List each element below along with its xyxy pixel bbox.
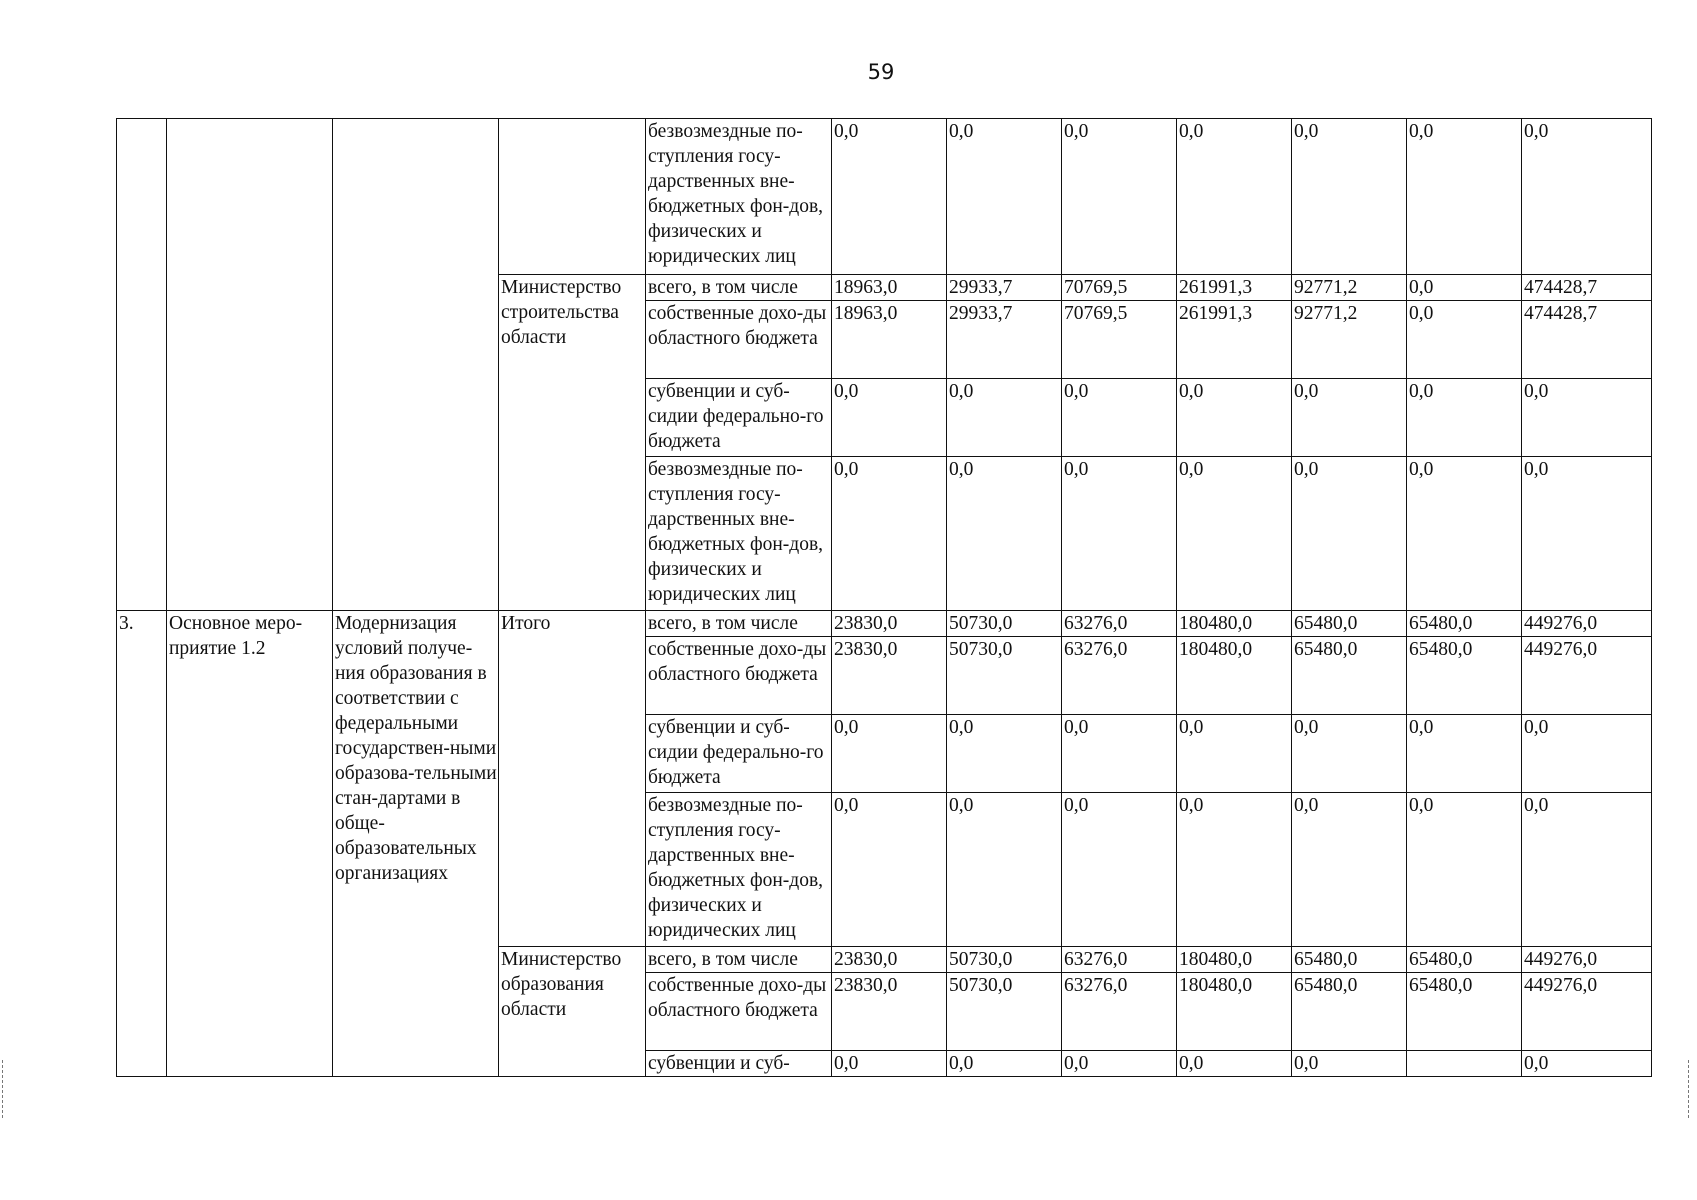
event-cell: Основное меро-приятие 1.2 [167, 611, 333, 1077]
value-cell: 50730,0 [947, 637, 1062, 715]
value-cell: 0,0 [1177, 457, 1292, 611]
value-cell: 0,0 [1292, 715, 1407, 793]
value-cell: 0,0 [832, 457, 947, 611]
funding-source-cell: субвенции и суб- [646, 1051, 832, 1077]
value-cell: 0,0 [947, 379, 1062, 457]
value-cell: 92771,2 [1292, 301, 1407, 379]
value-cell: 50730,0 [947, 973, 1062, 1051]
value-cell: 0,0 [947, 715, 1062, 793]
value-cell: 18963,0 [832, 275, 947, 301]
executor-cell: Министерство образования области [499, 947, 646, 1077]
table-row [117, 611, 1652, 637]
value-cell: 0,0 [1292, 379, 1407, 457]
value-cell: 63276,0 [1062, 947, 1177, 973]
value-cell: 29933,7 [947, 301, 1062, 379]
value-cell: 29933,7 [947, 275, 1062, 301]
value-cell: 180480,0 [1177, 947, 1292, 973]
total-cell: 449276,0 [1522, 637, 1652, 715]
value-cell: 23830,0 [832, 611, 947, 637]
value-cell: 0,0 [947, 793, 1062, 947]
budget-table [116, 118, 1652, 1077]
total-cell: 474428,7 [1522, 275, 1652, 301]
program-name-cell [333, 119, 499, 611]
value-cell: 0,0 [1062, 793, 1177, 947]
value-cell: 180480,0 [1177, 637, 1292, 715]
funding-source-cell: собственные дохо-ды областного бюджета [646, 973, 832, 1051]
value-cell: 23830,0 [832, 637, 947, 715]
total-cell: 0,0 [1522, 379, 1652, 457]
value-cell: 0,0 [1062, 119, 1177, 275]
value-cell: 261991,3 [1177, 275, 1292, 301]
scan-margin-mark [1688, 1060, 1695, 1118]
value-cell: 65480,0 [1292, 637, 1407, 715]
value-cell: 63276,0 [1062, 973, 1177, 1051]
table-row [117, 119, 1652, 275]
total-cell: 0,0 [1522, 1051, 1652, 1077]
value-cell: 65480,0 [1407, 973, 1522, 1051]
value-cell: 0,0 [832, 793, 947, 947]
executor-cell: Итого [499, 611, 646, 947]
funding-source-cell: безвозмездные по-ступления госу-дарственных вне-бюджетных фон-дов, физических и юридических лиц [646, 793, 832, 947]
total-cell: 449276,0 [1522, 973, 1652, 1051]
funding-source-cell: безвозмездные по-ступления госу-дарственных вне-бюджетных фон-дов, физических и юридических лиц [646, 457, 832, 611]
scan-margin-mark [2, 1060, 9, 1118]
value-cell: 0,0 [1407, 379, 1522, 457]
value-cell: 0,0 [947, 119, 1062, 275]
value-cell: 0,0 [1407, 119, 1522, 275]
funding-source-cell: субвенции и суб-сидии федерально-го бюджета [646, 715, 832, 793]
total-cell: 0,0 [1522, 119, 1652, 275]
value-cell: 0,0 [1407, 715, 1522, 793]
value-cell: 0,0 [1177, 379, 1292, 457]
event-cell [167, 119, 333, 611]
program-name-cell: Модернизация условий получе-ния образования в соответствии с федеральными государствен-ными образова-тельными стан-дартами в обще-образовательных организациях [333, 611, 499, 1077]
total-cell: 0,0 [1522, 793, 1652, 947]
value-cell: 23830,0 [832, 973, 947, 1051]
value-cell: 180480,0 [1177, 973, 1292, 1051]
page-number: 59 [867, 60, 895, 84]
value-cell: 23830,0 [832, 947, 947, 973]
value-cell: 0,0 [947, 1051, 1062, 1077]
value-cell: 65480,0 [1407, 947, 1522, 973]
value-cell: 50730,0 [947, 947, 1062, 973]
value-cell: 0,0 [1177, 793, 1292, 947]
value-cell: 0,0 [1292, 793, 1407, 947]
value-cell: 0,0 [1407, 275, 1522, 301]
value-cell: 65480,0 [1292, 973, 1407, 1051]
row-number-cell [117, 119, 167, 611]
value-cell: 180480,0 [1177, 611, 1292, 637]
value-cell: 0,0 [1407, 793, 1522, 947]
value-cell: 92771,2 [1292, 275, 1407, 301]
value-cell [1407, 1051, 1522, 1077]
value-cell: 63276,0 [1062, 637, 1177, 715]
funding-source-cell: всего, в том числе [646, 947, 832, 973]
value-cell: 18963,0 [832, 301, 947, 379]
value-cell: 0,0 [1407, 457, 1522, 611]
value-cell: 0,0 [1292, 1051, 1407, 1077]
total-cell: 0,0 [1522, 715, 1652, 793]
value-cell: 65480,0 [1407, 611, 1522, 637]
value-cell: 65480,0 [1292, 947, 1407, 973]
value-cell: 63276,0 [1062, 611, 1177, 637]
funding-source-cell: собственные дохо-ды областного бюджета [646, 301, 832, 379]
value-cell: 70769,5 [1062, 301, 1177, 379]
row-number-cell: 3. [117, 611, 167, 1077]
value-cell: 0,0 [1062, 379, 1177, 457]
value-cell: 0,0 [832, 1051, 947, 1077]
value-cell: 65480,0 [1407, 637, 1522, 715]
value-cell: 0,0 [832, 715, 947, 793]
value-cell: 0,0 [1407, 301, 1522, 379]
value-cell: 0,0 [1062, 715, 1177, 793]
value-cell: 0,0 [1177, 715, 1292, 793]
value-cell: 0,0 [947, 457, 1062, 611]
funding-source-cell: собственные дохо-ды областного бюджета [646, 637, 832, 715]
value-cell: 0,0 [1177, 1051, 1292, 1077]
funding-source-cell: всего, в том числе [646, 611, 832, 637]
value-cell: 65480,0 [1292, 611, 1407, 637]
total-cell: 474428,7 [1522, 301, 1652, 379]
executor-cell [499, 119, 646, 275]
value-cell: 0,0 [832, 379, 947, 457]
total-cell: 449276,0 [1522, 611, 1652, 637]
value-cell: 50730,0 [947, 611, 1062, 637]
value-cell: 0,0 [832, 119, 947, 275]
value-cell: 0,0 [1062, 457, 1177, 611]
value-cell: 0,0 [1292, 457, 1407, 611]
funding-source-cell: субвенции и суб-сидии федерально-го бюджета [646, 379, 832, 457]
total-cell: 0,0 [1522, 457, 1652, 611]
value-cell: 0,0 [1292, 119, 1407, 275]
value-cell: 70769,5 [1062, 275, 1177, 301]
value-cell: 261991,3 [1177, 301, 1292, 379]
funding-source-cell: безвозмездные по-ступления госу-дарственных вне-бюджетных фон-дов, физических и юридических лиц [646, 119, 832, 275]
total-cell: 449276,0 [1522, 947, 1652, 973]
executor-cell: Министерство строительства области [499, 275, 646, 611]
funding-source-cell: всего, в том числе [646, 275, 832, 301]
value-cell: 0,0 [1177, 119, 1292, 275]
value-cell: 0,0 [1062, 1051, 1177, 1077]
